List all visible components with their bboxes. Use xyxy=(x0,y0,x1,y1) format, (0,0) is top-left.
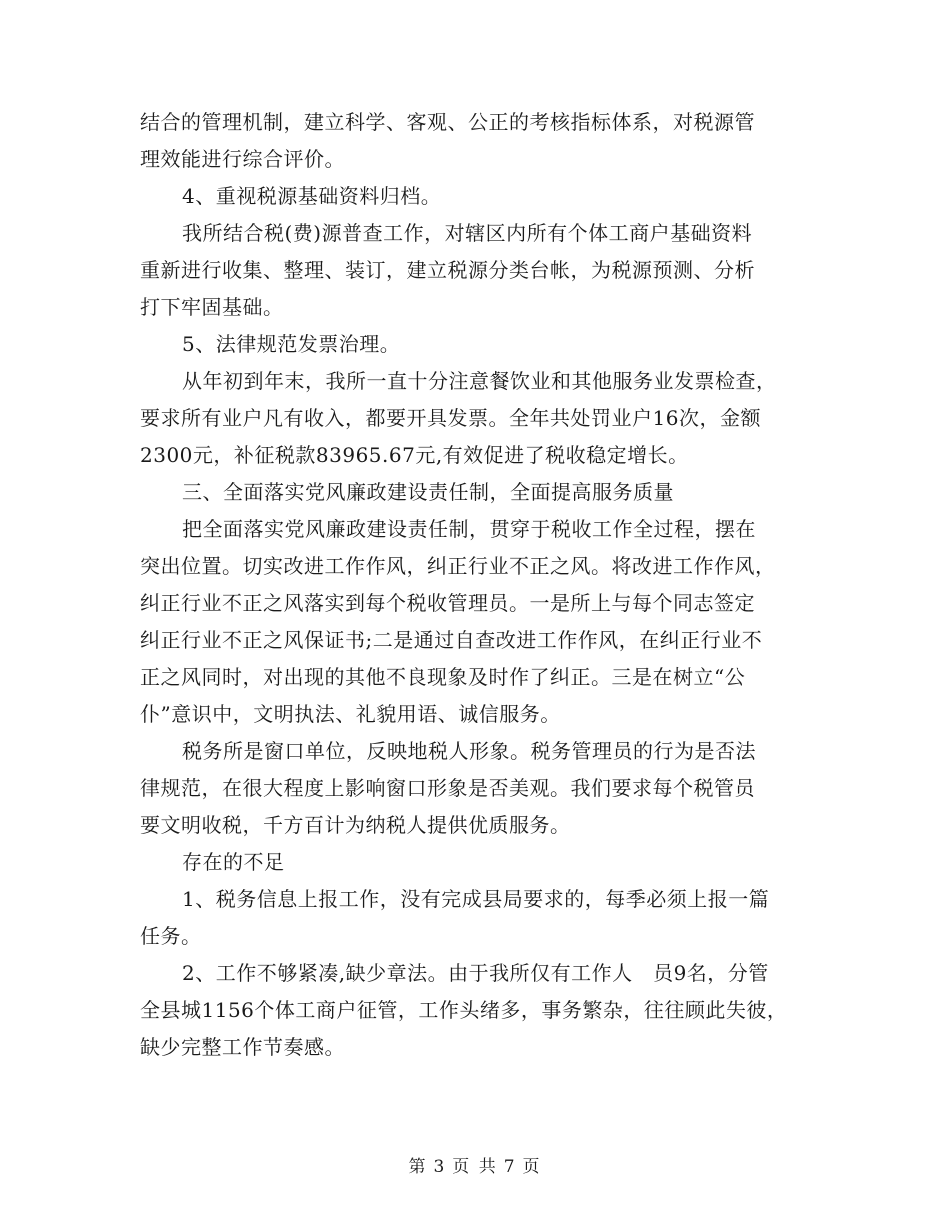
text-line: 2300元，补征税款83965.67元,有效促进了税收稳定增长。 xyxy=(140,443,689,467)
section-heading: 5、法律规范发票治理。 xyxy=(182,332,401,356)
text-line: 全县城1156个体工商户征管，工作头绪多，事务繁杂，往往顾此失彼， xyxy=(140,998,788,1022)
text-line: 理效能进行综合评价。 xyxy=(140,147,345,171)
text-line: 税务所是窗口单位，反映地税人形象。税务管理员的行为是否法 xyxy=(182,739,756,763)
text-line: 仆”意识中，文明执法、礼貌用语、诚信服务。 xyxy=(140,702,561,726)
text-line: 把全面落实党风廉政建设责任制，贯穿于税收工作全过程，摆在 xyxy=(182,517,756,541)
text-line: 纠正行业不正之风落实到每个税收管理员。一是所上与每个同志签定 xyxy=(140,591,755,615)
text-line: 1、税务信息上报工作，没有完成县局要求的，每季必须上报一篇 xyxy=(182,887,770,911)
document-body xyxy=(140,104,810,1066)
total-page-count: 7 xyxy=(503,1157,517,1177)
text-line: 要文明收税，千方百计为纳税人提供优质服务。 xyxy=(140,813,571,837)
current-page-number: 3 xyxy=(433,1157,447,1177)
page-footer xyxy=(0,1152,950,1177)
footer-middle: 页 共 xyxy=(452,1157,498,1177)
section-heading: 三、全面落实党风廉政建设责任制，全面提高服务质量 xyxy=(182,480,674,504)
text-line: 突出位置。切实改进工作作风，纠正行业不正之风。将改进工作作风， xyxy=(140,554,776,578)
text-line: 缺少完整工作节奏感。 xyxy=(140,1035,345,1059)
text-line: 重新进行收集、整理、装订，建立税源分类台帐，为税源预测、分析 xyxy=(140,258,755,282)
text-line: 正之风同时，对出现的其他不良现象及时作了纠正。三是在树立“公 xyxy=(140,665,746,689)
text-line: 打下牢固基础。 xyxy=(140,295,284,319)
text-line: 2、工作不够紧凑,缺少章法。由于我所仅有工作人 员9名，分管 xyxy=(182,961,769,985)
text-line: 要求所有业户凡有收入，都要开具发票。全年共处罚业户16次，金额 xyxy=(140,406,761,430)
text-line: 结合的管理机制，建立科学、客观、公正的考核指标体系，对税源管 xyxy=(140,110,755,134)
text-line: 从年初到年末，我所一直十分注意餐饮业和其他服务业发票检查， xyxy=(182,369,777,393)
text-line: 任务。 xyxy=(140,924,202,948)
section-heading: 4、重视税源基础资料归档。 xyxy=(182,184,442,208)
text-line: 纠正行业不正之风保证书;二是通过自查改进工作作风，在纠正行业不 xyxy=(140,628,763,652)
footer-prefix: 第 xyxy=(408,1157,428,1177)
footer-suffix: 页 xyxy=(522,1157,542,1177)
section-heading: 存在的不足 xyxy=(182,850,285,874)
text-line: 我所结合税(费)源普查工作，对辖区内所有个体工商户基础资料 xyxy=(182,221,753,245)
text-line: 律规范，在很大程度上影响窗口形象是否美观。我们要求每个税管员 xyxy=(140,776,755,800)
